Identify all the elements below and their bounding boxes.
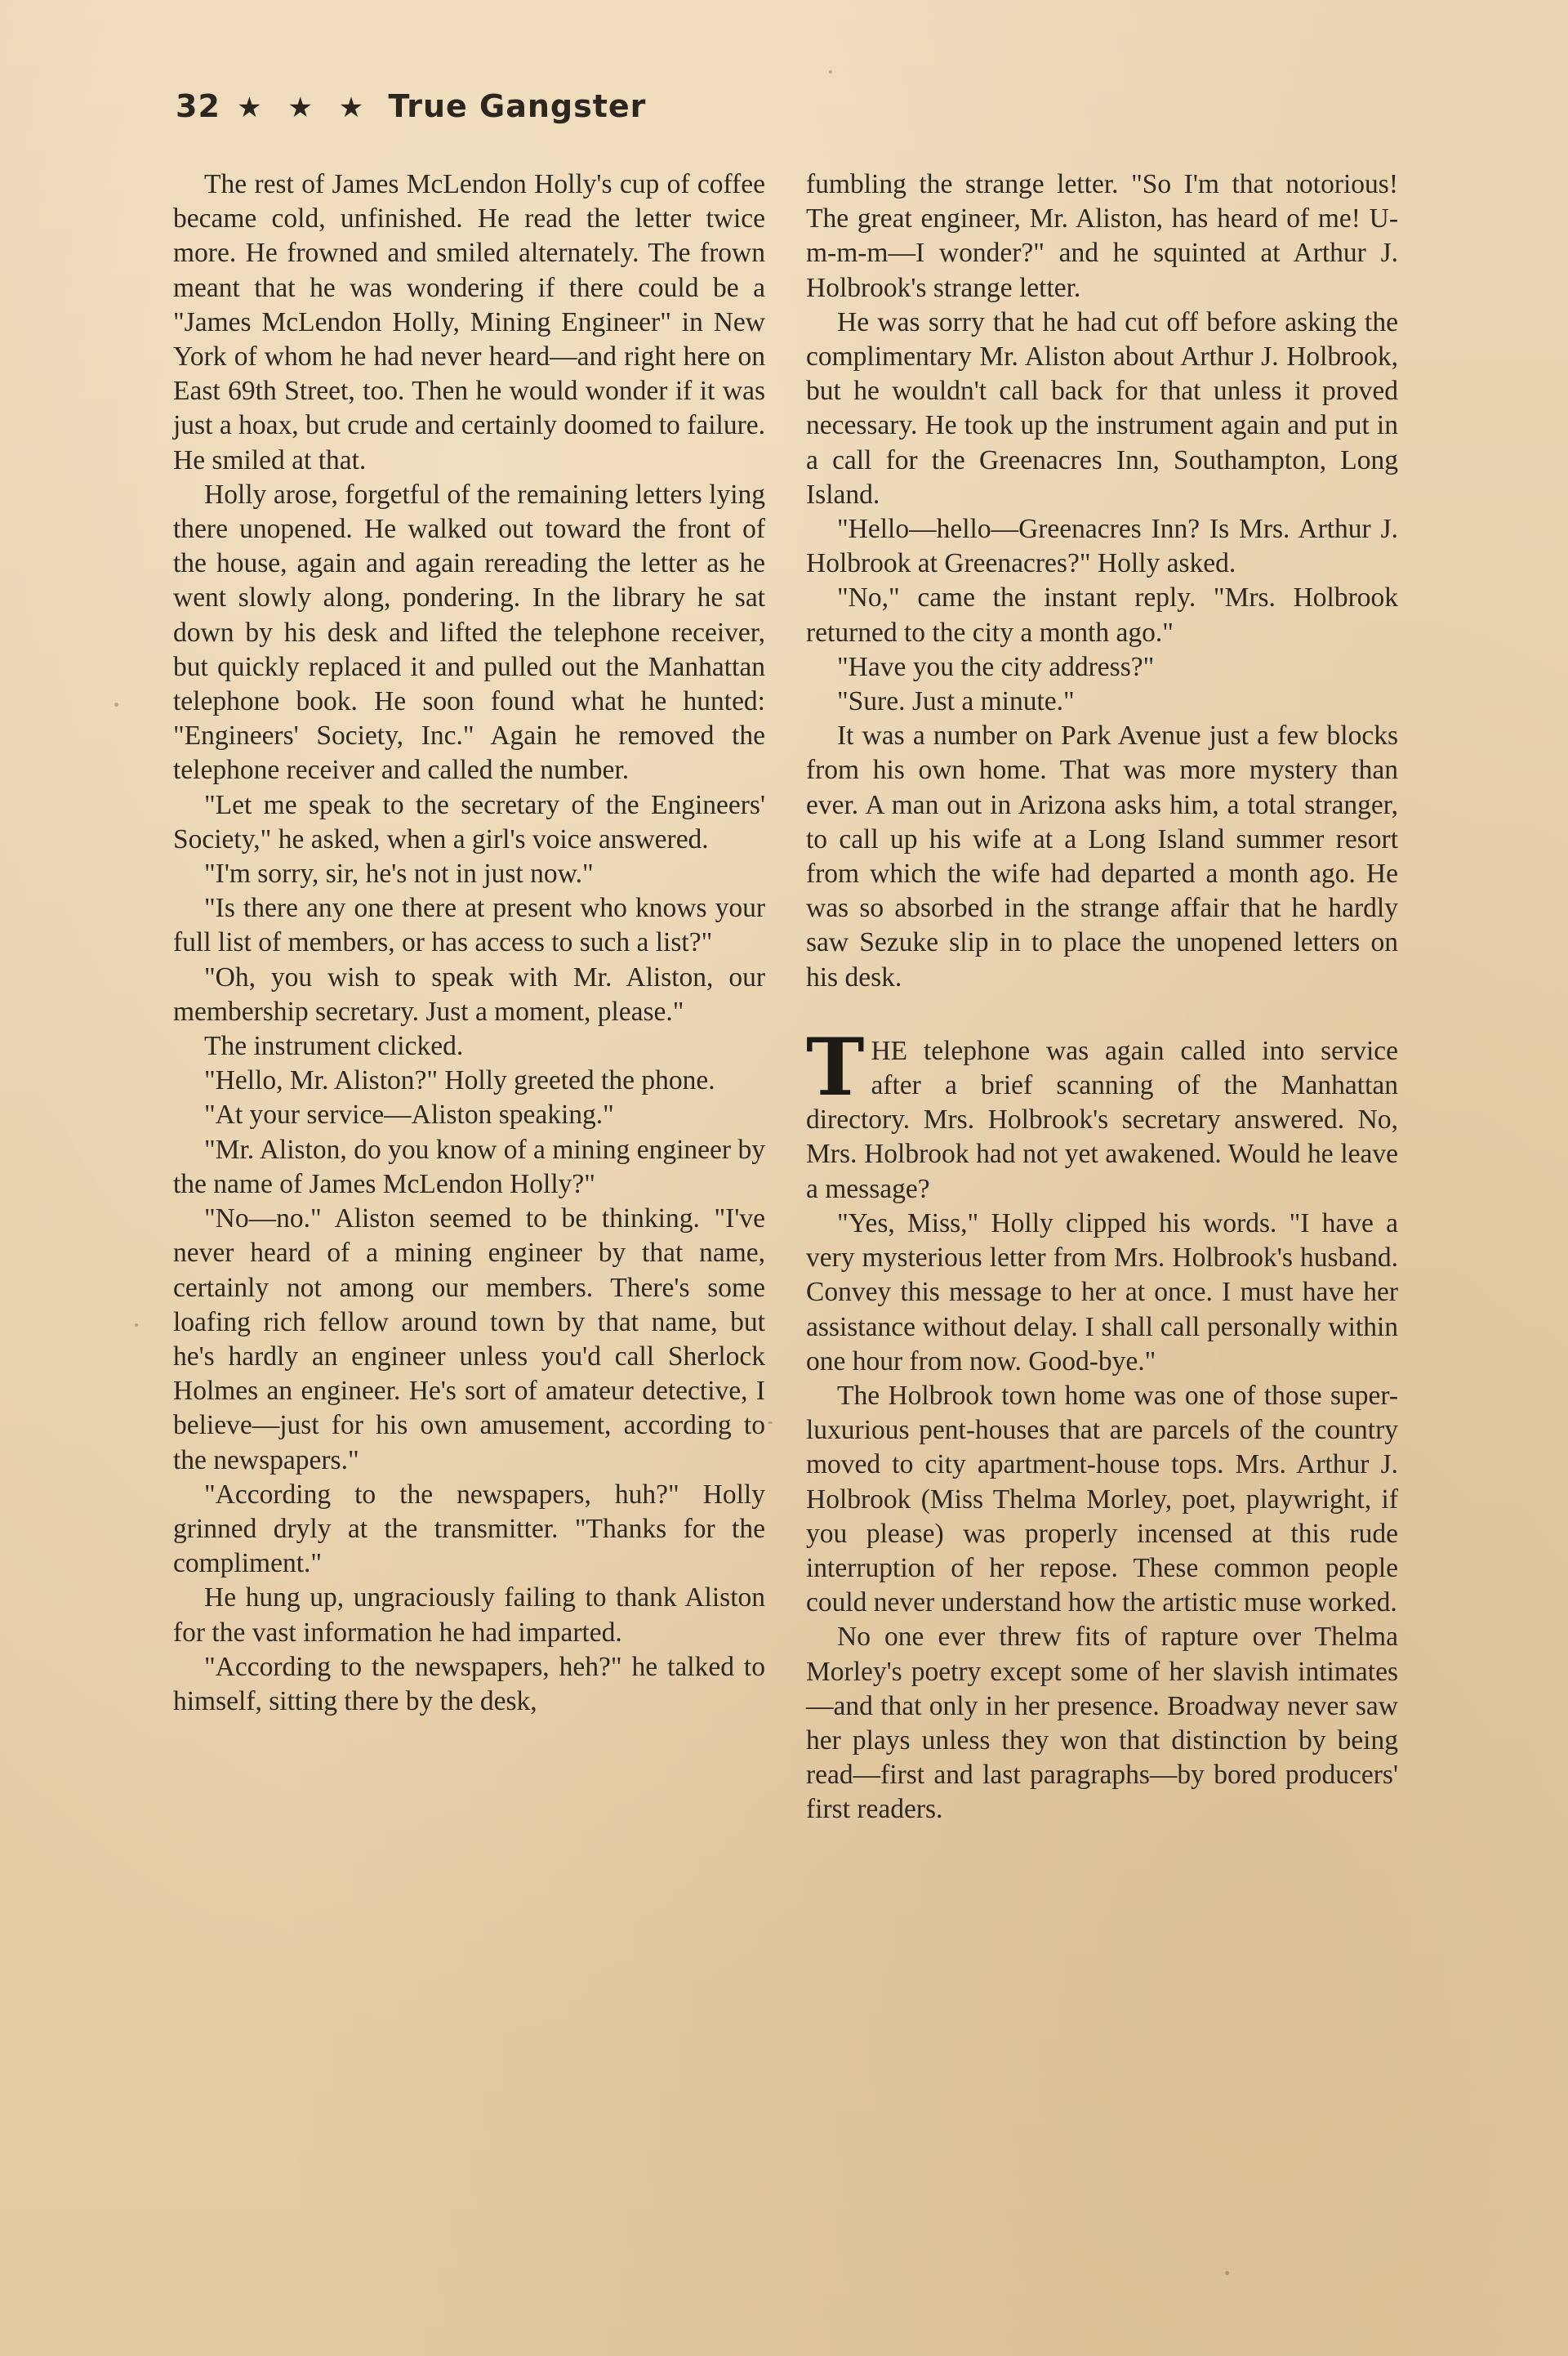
paragraph: "Oh, you wish to speak with Mr. Aliston, our membership secretary. Just a moment, please." (173, 962, 765, 1027)
paper-speck (114, 703, 118, 707)
paragraph: "According to the newspapers, huh?" Holly grinned dryly at the transmitter. "Thanks for the compliment." (173, 1479, 765, 1579)
paragraph: The instrument clicked. (204, 1031, 464, 1062)
paragraph: "Mr. Aliston, do you know of a mining engineer by the name of James McLendon Holly?" (173, 1134, 765, 1199)
paragraph: It was a number on Park Avenue just a few blocks from his own home. That was more mystery than ever. A man out in Arizona asks him, a total stranger, to call up his wife at a Long Island summer resort from which the wife had departed a month ago. He was so absorbed in the strange affair that he hardly saw Sezuke slip in to place the unopened letters on his desk. (806, 721, 1398, 993)
paper-speck (1225, 2271, 1229, 2275)
star-ornaments: ★ ★ ★ (237, 91, 372, 124)
paper-speck (768, 1421, 773, 1424)
paragraph: "Let me speak to the secretary of the Engineers' Society," he asked, when a girl's voice answered. (173, 789, 765, 854)
section-opening-paragraph (806, 1020, 1398, 1207)
paragraph: No one ever threw fits of rapture over Thelma Morley's poetry except some of her slavish intimates—and that only in her presence. Broadway never saw her plays unless they won that distinction by being read—first and last paragraphs—by bored producers' first readers. (806, 1622, 1398, 1825)
paragraph: "No," came the instant reply. "Mrs. Holbrook returned to the city a month ago." (806, 582, 1398, 648)
paragraph: "Is there any one there at present who knows your full list of members, or has access to such a list?" (173, 893, 765, 958)
section-opening-text: HE telephone was again called into service after a brief scanning of the Manhattan directory. Mrs. Holbrook's secretary answered. No, Mrs. Holbrook had not yet awakened. Would he leave a message? (806, 1035, 1398, 1204)
drop-cap: T (806, 1020, 865, 1113)
page-number: 32 (176, 88, 220, 124)
paragraph: The Holbrook town home was one of those super-luxurious pent-houses that are parcels of the country moved to city apartment-house tops. Mrs. Arthur J. Holbrook (Miss Thelma Morley, poet, playwright, if you please) was properly incensed at this rude interruption of her repose. These common people could never understand how the artistic muse worked. (806, 1380, 1398, 1618)
paragraph: "No—no." Aliston seemed to be thinking. "I've never heard of a mining engineer by that name, certainly not among our members. There's some loafing rich fellow around town by that name, but he's hardly an engineer unless you'd call Sherlock Holmes an engineer. He's sort of amateur detective, I believe—just for his own amusement, according to the newspapers." (173, 1203, 765, 1475)
paragraph: "Hello—hello—Greenacres Inn? Is Mrs. Arthur J. Holbrook at Greenacres?" Holly asked. (806, 514, 1398, 579)
paragraph: He hung up, ungraciously failing to thank Aliston for the vast information he had imparted. (173, 1582, 765, 1648)
paragraph: Holly arose, forgetful of the remaining letters lying there unopened. He walked out toward the front of the house, again and again rereading the letter as he went slowly along, pondering. In the library he sat down by his desk and lifted the telephone receiver, but quickly replaced it and pulled out the Manhattan telephone book. He soon found what he hunted: "Engineers' Society, Inc." Again he removed the telephone receiver and called the number. (173, 479, 765, 786)
running-head (176, 88, 646, 124)
paragraph: "Sure. Just a minute." (837, 686, 1075, 717)
left-column (173, 167, 765, 1719)
paper-speck (829, 70, 832, 74)
paragraph: "Hello, Mr. Aliston?" Holly greeted the phone. (204, 1065, 715, 1096)
paragraph: "I'm sorry, sir, he's not in just now." (204, 859, 594, 890)
paragraph: He was sorry that he had cut off before asking the complimentary Mr. Aliston about Arthur J. Holbrook, but he wouldn't call back for that unless it proved necessary. He took up the instrument again and put in a call for the Greenacres Inn, Southampton, Long Island. (806, 306, 1398, 510)
paragraph: "Yes, Miss," Holly clipped his words. "I have a very mysterious letter from Mrs. Holbrook's husband. Convey this message to her at once. I must have her assistance without delay. I shall call personally within one hour from now. Good-bye." (806, 1207, 1398, 1377)
paragraph: The rest of James McLendon Holly's cup of coffee became cold, unfinished. He read the letter twice more. He frowned and smiled alternately. The frown meant that he was wondering if there could be a "James McLendon Holly, Mining Engineer" in New York of whom he had never heard—and right here on East 69th Street, too. Then he would wonder if it was just a hoax, but crude and certainly doomed to failure. He smiled at that. (173, 169, 765, 475)
paragraph: "According to the newspapers, heh?" he talked to himself, sitting there by the desk, (173, 1651, 765, 1716)
paragraph: "At your service—Aliston speaking." (204, 1100, 614, 1131)
right-column (806, 167, 1398, 1827)
paragraph-continued: fumbling the strange letter. "So I'm that notorious! The great engineer, Mr. Aliston, has heard of me! U-m-m-m—I wonder?" and he squinted at Arthur J. Holbrook's strange letter. (806, 169, 1398, 303)
paragraph: "Have you the city address?" (837, 651, 1155, 682)
paper-speck (135, 1323, 138, 1327)
magazine-title: True Gangster (388, 88, 647, 124)
